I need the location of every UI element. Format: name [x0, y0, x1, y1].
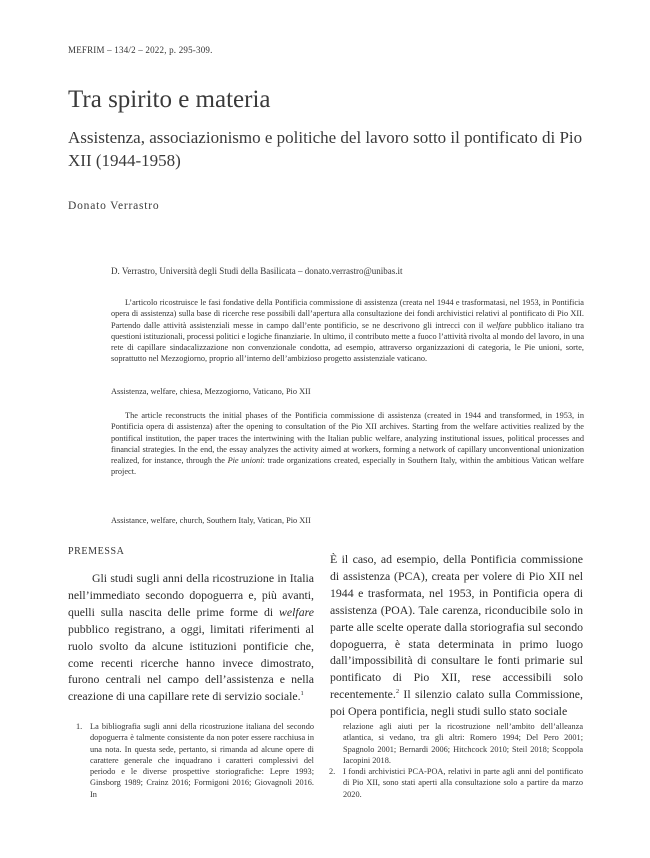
keywords-italian: Assistenza, welfare, chiesa, Mezzogiorno, Vaticano, Pio XII: [111, 387, 311, 396]
body-left-text-1: Gli studi sugli anni della ricostruzione in Italia nell’immediato secondo dopoguerra e, più avanti, quelli sulla nascita delle prime forme di: [68, 571, 314, 619]
footnotes-left: [76, 721, 314, 800]
abstract-english: [111, 410, 584, 478]
footnote-1-continued: relazione agli aiuti per la ricostruzione nell’ambito dell’alleanza atlantica, si vedano, tra gli altri: Romero 1994; Del Pero 2001; Spagnolo 2001; Bernardi 2006; Hitchcock 2010; Steil 2018; Scoppola Iacopini 2018.: [343, 722, 583, 765]
body-right-text-1: È il caso, ad esempio, della Pontificia commissione di assistenza (PCA), creata per volere di Pio XII nel 1944 e trasformata, nel 1953, in Pontificia opera di assistenza (POA). Tale carenza, riconducibile solo in parte alle scelte operate dalla storiografia sul secondo dopoguerra, è stata determinata in primo luogo dall’impossibilità di consultare le fonti primarie sul pontificato di Pio XII, rese accessibili solo recentemente.: [330, 552, 583, 702]
abstract-it-italic: welfare: [486, 320, 512, 330]
abstract-en-italic: Pie unioni: [227, 456, 263, 466]
footnote-2: [329, 766, 583, 800]
abstract-italian: [111, 297, 584, 365]
footnotes-right: [329, 721, 583, 800]
author-affiliation: D. Verrastro, Università degli Studi della Basilicata – donato.verrastro@unibas.it: [111, 266, 403, 276]
footnote-ref-1[interactable]: 1: [300, 690, 304, 698]
footnote-2-number: 2.: [329, 767, 336, 777]
footnote-1-text: La bibliografia sugli anni della ricostruzione italiana del secondo dopoguerra è talmente consistente da non poter essere racchiusa in una nota. In questa sede, pertanto, si rimanda ad alcune opere di carattere generale che inquadrano i caratteri complessivi del periodo e le diverse prospettive storiografiche: Lepre 1993; Ginsborg 1989; Crainz 2016; Formigoni 2016; Giovagnoli 2016. In: [90, 722, 314, 799]
body-left-text-2: pubblico registrano, a oggi, limitati riferimenti al ruolo svolto da alcune istituzioni pontificie che, come recenti ricerche hanno invece dimostrato, furono centrali nel campo dell’assistenza e nella creazione di una capillare rete di servizio sociale.: [68, 621, 314, 704]
footnote-2-text: I fondi archivistici PCA-POA, relativi in parte agli anni del pontificato di Pio XII, sono stati aperti alla consultazione solo a partire da marzo 2020.: [343, 767, 583, 799]
keywords-english: Assistance, welfare, church, Southern Italy, Vatican, Pio XII: [111, 516, 311, 525]
abstract-en-text-1: The article reconstructs the initial phases of the Pontificia commissione di assistenza (created in 1944 and transformed, in 1953, in Pontificia opera di assistenza) after the opening to consultation of the Pio XII archives. Starting from the welfare activities realized by the pontifical institution, the paper traces the intertwining with the Italian public welfare, analyzing institutional issues, political processes and financial strategies. In the end, the essay analyzes the activity aimed at workers, forming a network of capillary unconventional unionization realized, for instance, through the: [111, 411, 584, 466]
body-column-left: [68, 570, 314, 705]
section-heading: PREMESSA: [68, 546, 125, 557]
footnote-1: [76, 721, 314, 800]
footnote-1-number: 1.: [76, 722, 83, 731]
abstract-en-text-2: : trade organizations created, especially in Southern Italy, within the ambitious Vatican welfare project.: [111, 456, 584, 477]
abstract-it-text-2: pubblico italiano tra questioni istituzionali, processi politici e logiche finanziarie. In ultimo, il contributo mette a fuoco l’attività rivolta al mondo del lavoro, in una rete di capillare sindacalizzazione non convenzionale condotta, ad esempio, attraverso organizzazioni di categoria, le Pie unioni, sorte, soprattutto nel Mezzogiorno, proprio all’interno dell’ambizioso progetto assistenziale vaticano.: [111, 320, 584, 364]
abstract-it-text-1: L’articolo ricostruisce le fasi fondative della Pontificia commissione di assistenza (creata nel 1944 e trasformatasi, nel 1953, in Pontificia opera di assistenza) sulla base di ricerche rese possibili dall’apertura alla consultazione dei fondi archivistici relativi al pontificato di Pio XII. Partendo dalle attività assistenziali messe in campo dall’ente pontificio, se ne descrivono gli intrecci con il: [111, 298, 584, 330]
body-right-text-2: Il silenzio calato sulla Commissione, poi Opera pontificia, negli studi sullo stato sociale: [330, 687, 583, 719]
author-name: Donato Verrastro: [68, 200, 160, 212]
journal-reference: MEFRIM – 134/2 – 2022, p. 295-309.: [68, 45, 213, 55]
footnote-ref-2[interactable]: 2: [395, 688, 400, 696]
article-title: Tra spirito e materia: [68, 86, 271, 113]
article-subtitle: Assistenza, associazionismo e politiche del lavoro sotto il pontificato di Pio XII (1944-1958): [68, 128, 583, 170]
body-column-right: [330, 551, 583, 720]
body-left-italic: welfare: [279, 604, 314, 619]
